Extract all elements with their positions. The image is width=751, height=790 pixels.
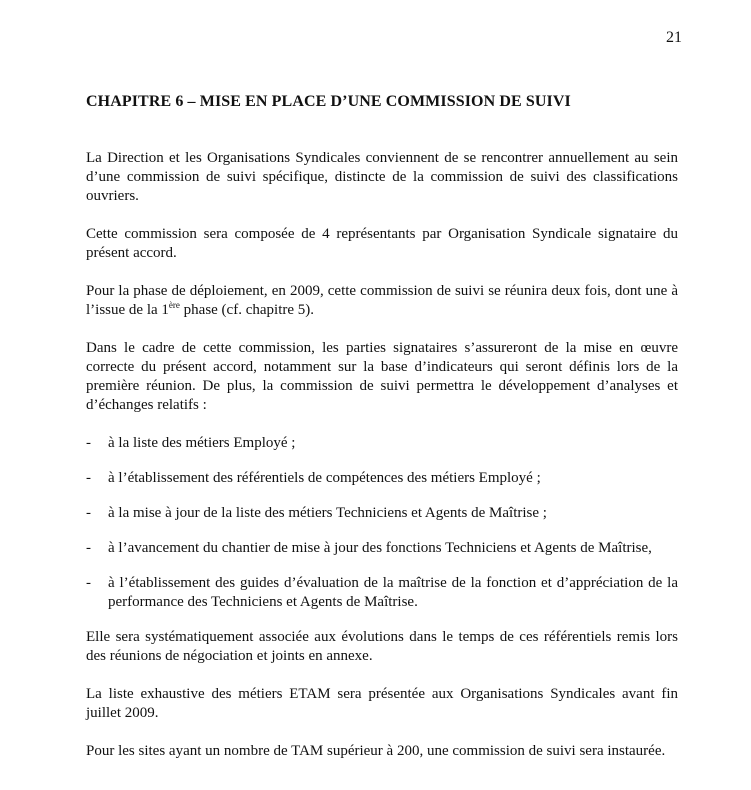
paragraph-composition: Cette commission sera composée de 4 représentants par Organisation Syndicale signataire du présent accord. <box>86 226 678 261</box>
phase-text-after: phase (cf. chapitre 5). <box>179 302 315 318</box>
list-item-text: à l’établissement des référentiels de compétences des métiers Employé ; <box>108 470 541 486</box>
page-number: 21 <box>666 29 682 46</box>
bullet-dash: - <box>86 470 91 486</box>
paragraph-list-intro: Dans le cadre de cette commission, les parties signataires s’assureront de la mise en œuvre correcte du présent accord, notamment sur la base d’indicateurs qui seront définis lors de la première réunion. De plus, la commission de suivi permettra le développement d’analyses et d’échanges relatifs : <box>86 340 678 413</box>
phase-superscript: ère <box>168 300 180 310</box>
list-item <box>86 469 678 488</box>
phase-text-before: Pour la phase de déploiement, en 2009, cette commission de suivi se réunira deux fois, dont une à l’issue de la 1 <box>86 283 678 318</box>
document-body <box>86 149 678 780</box>
list-item-text: à la mise à jour de la liste des métiers Techniciens et Agents de Maîtrise ; <box>108 505 547 521</box>
paragraph-etam-list: La liste exhaustive des métiers ETAM sera présentée aux Organisations Syndicales avant fin juillet 2009. <box>86 686 678 721</box>
list-item <box>86 434 678 453</box>
list-item <box>86 574 678 612</box>
list-item-text: à l’avancement du chantier de mise à jour des fonctions Techniciens et Agents de Maîtrise, <box>108 540 652 556</box>
list-item <box>86 539 678 558</box>
bullet-dash: - <box>86 540 91 556</box>
list-item-text: à la liste des métiers Employé ; <box>108 435 296 451</box>
paragraph-deployment-phase <box>86 282 678 320</box>
bullet-list <box>86 434 678 612</box>
chapter-title: CHAPITRE 6 – MISE EN PLACE D’UNE COMMISSION DE SUIVI <box>86 93 571 110</box>
bullet-dash: - <box>86 575 91 591</box>
list-item <box>86 504 678 523</box>
paragraph-tam-sites: Pour les sites ayant un nombre de TAM supérieur à 200, une commission de suivi sera instaurée. <box>86 743 666 759</box>
list-item-text: à l’établissement des guides d’évaluation de la maîtrise de la fonction et d’appréciation de la performance des Techniciens et Agents de Maîtrise. <box>108 575 678 610</box>
bullet-dash: - <box>86 505 91 521</box>
paragraph-association: Elle sera systématiquement associée aux évolutions dans le temps de ces référentiels remis lors des réunions de négociation et joints en annexe. <box>86 629 678 664</box>
bullet-dash: - <box>86 435 91 451</box>
paragraph-commission-intro: La Direction et les Organisations Syndicales conviennent de se rencontrer annuellement au sein d’une commission de suivi spécifique, distincte de la commission de suivi des classifications ouvriers. <box>86 150 678 204</box>
